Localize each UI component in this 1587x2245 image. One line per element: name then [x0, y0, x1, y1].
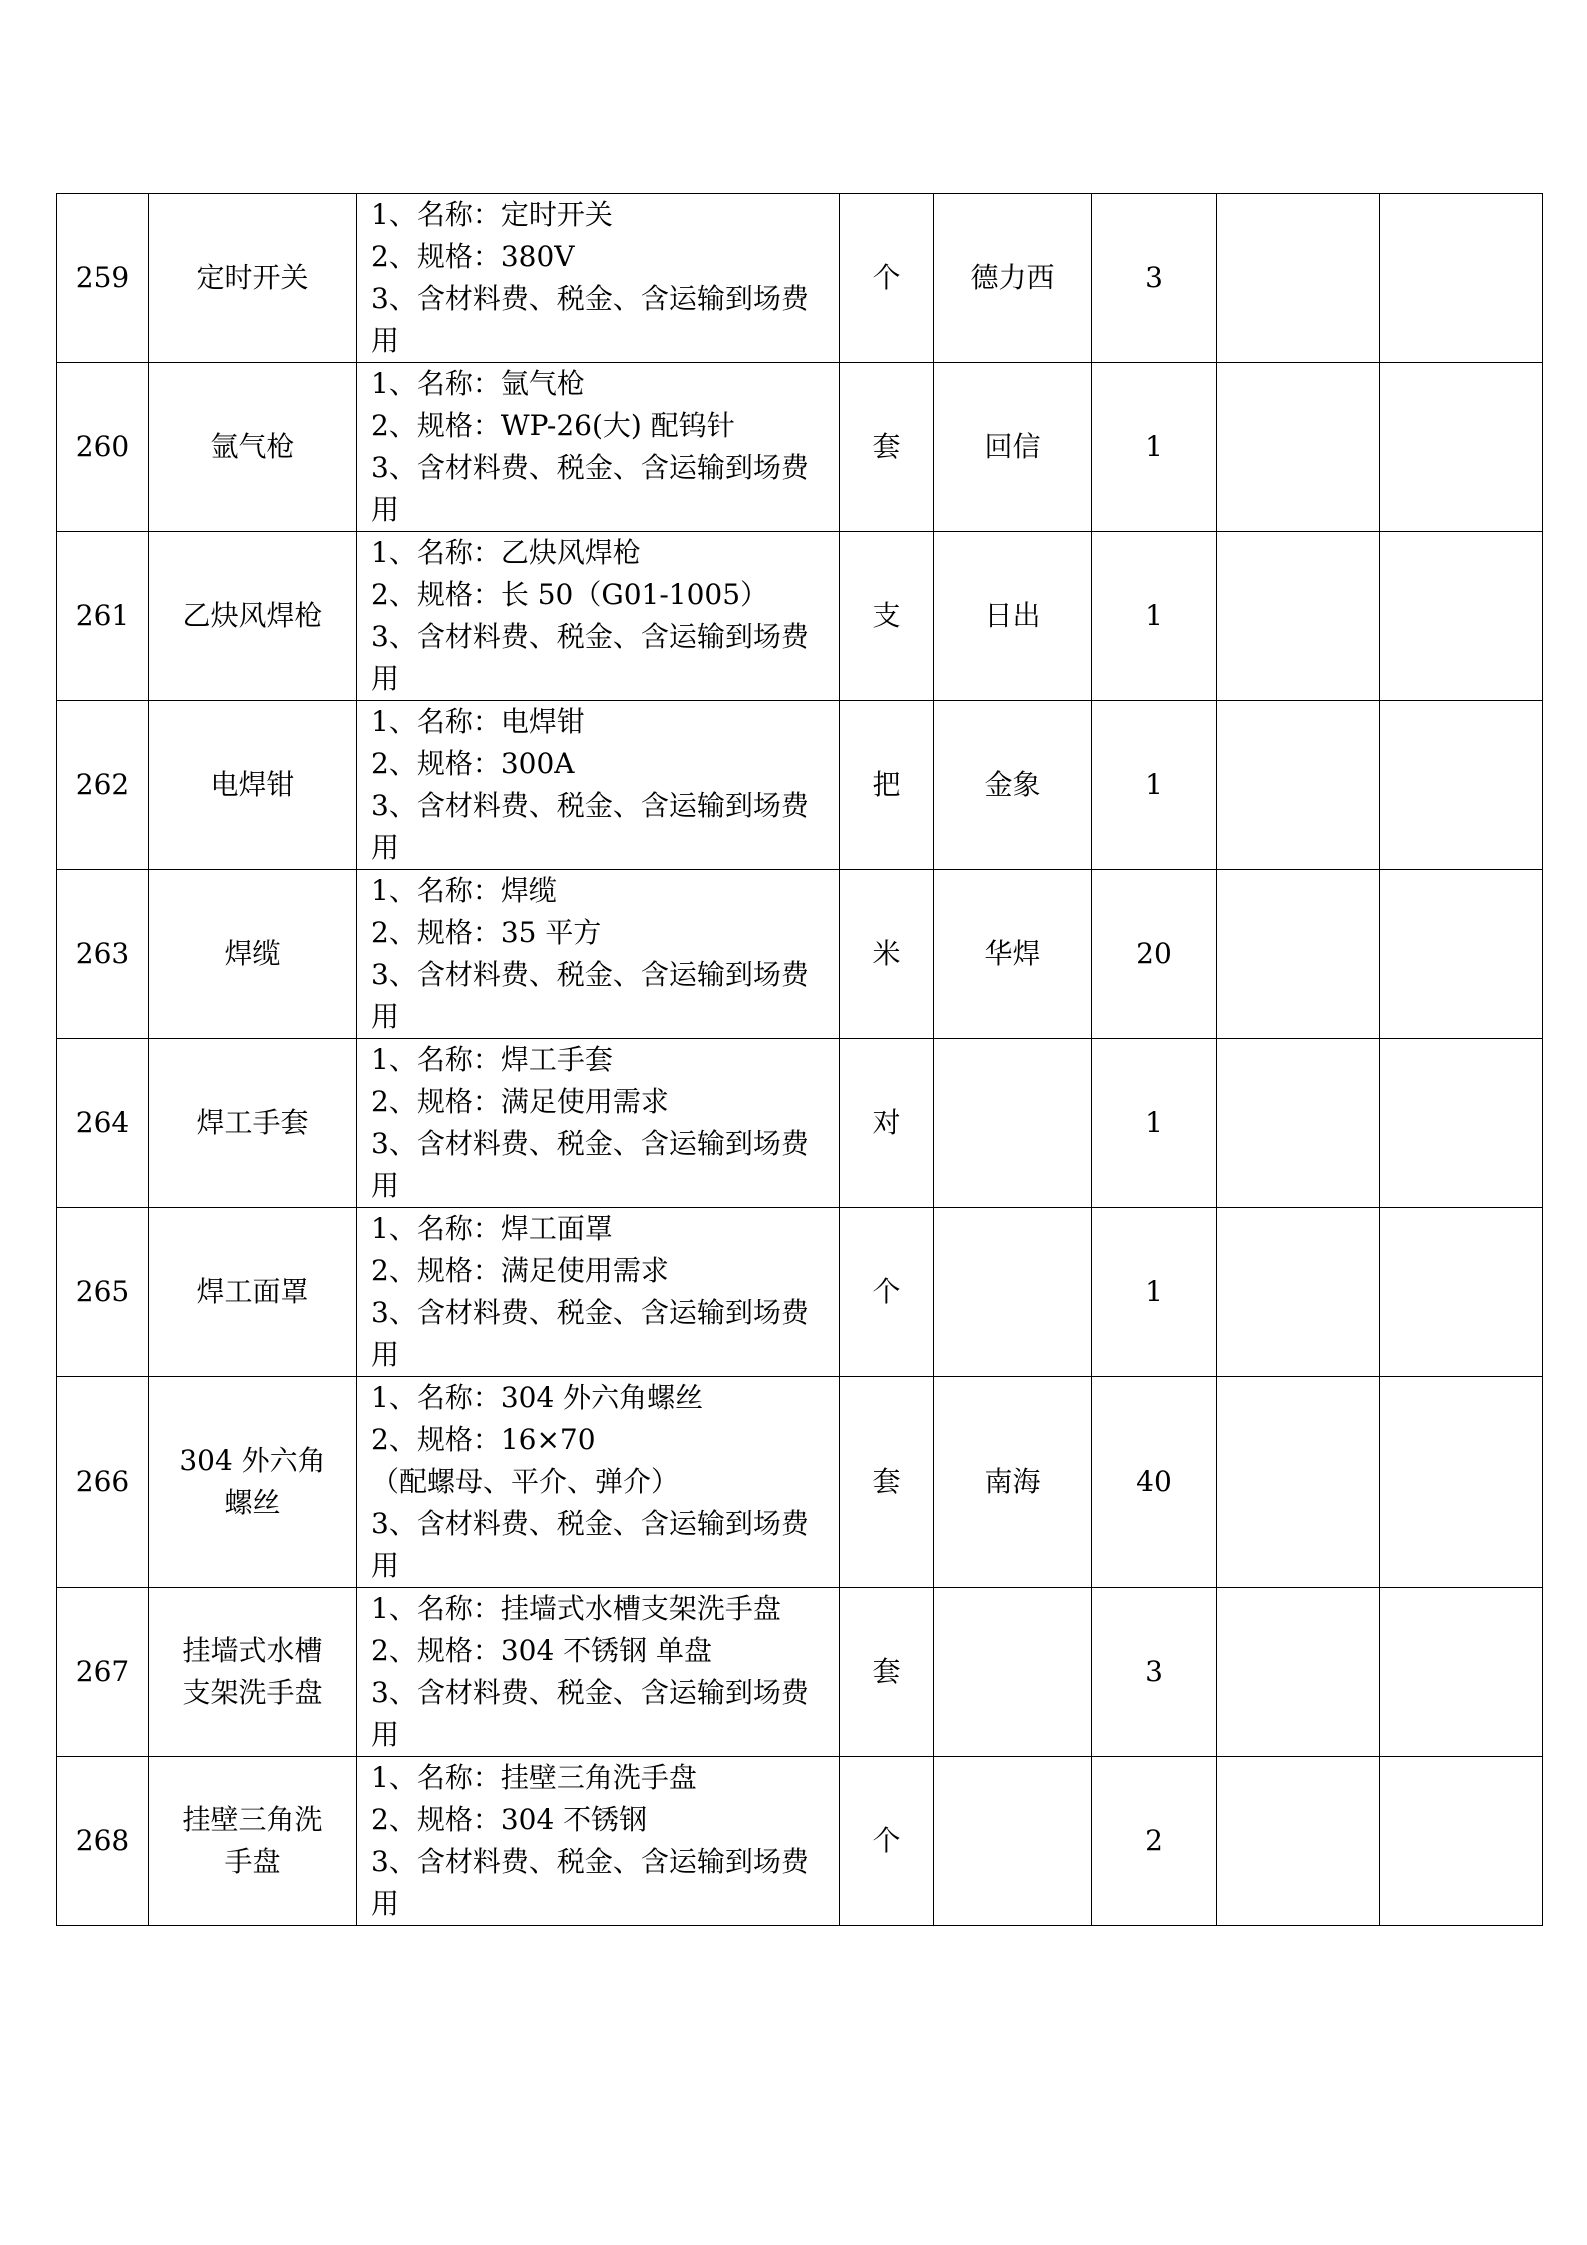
empty-cell	[1217, 1377, 1380, 1588]
empty-cell	[1380, 532, 1543, 701]
item-unit: 个	[840, 194, 934, 363]
item-quantity: 1	[1092, 1039, 1217, 1208]
item-unit: 套	[840, 1377, 934, 1588]
empty-cell	[1217, 1039, 1380, 1208]
item-number: 268	[57, 1757, 149, 1926]
table-row	[57, 701, 1543, 870]
empty-cell	[1217, 194, 1380, 363]
item-name-line: 焊工面罩	[196, 1275, 309, 1308]
table-row	[57, 1377, 1543, 1588]
item-name-line: 304 外六角	[179, 1444, 326, 1477]
table-body	[57, 194, 1543, 1926]
item-description	[357, 363, 840, 532]
description-line: 用	[371, 493, 400, 526]
empty-cell	[1217, 701, 1380, 870]
description-line: 3、含材料费、税金、含运输到场费	[371, 789, 809, 822]
description-line: 3、含材料费、税金、含运输到场费	[371, 620, 809, 653]
item-unit: 把	[840, 701, 934, 870]
item-name-line: 挂墙式水槽	[182, 1634, 323, 1667]
item-number: 259	[57, 194, 149, 363]
description-line: 3、含材料费、税金、含运输到场费	[371, 1676, 809, 1709]
description-line: 1、名称：乙炔风焊枪	[371, 536, 641, 569]
item-quantity: 1	[1092, 363, 1217, 532]
description-line: 1、名称：氩气枪	[371, 367, 585, 400]
item-unit: 米	[840, 870, 934, 1039]
item-description	[357, 532, 840, 701]
table-row	[57, 1757, 1543, 1926]
empty-cell	[1217, 1757, 1380, 1926]
description-line: 用	[371, 1549, 400, 1582]
item-quantity: 3	[1092, 194, 1217, 363]
item-name-line: 焊缆	[224, 937, 281, 970]
description-line: 3、含材料费、税金、含运输到场费	[371, 1296, 809, 1329]
description-line: 2、规格：35 平方	[371, 916, 602, 949]
description-line: 2、规格：长 50（G01-1005）	[371, 578, 769, 611]
description-line: 2、规格：304 不锈钢	[371, 1803, 648, 1836]
item-brand: 南海	[934, 1377, 1092, 1588]
table-row	[57, 1208, 1543, 1377]
item-unit: 套	[840, 363, 934, 532]
item-brand	[934, 1039, 1092, 1208]
description-line: 1、名称：焊缆	[371, 874, 557, 907]
item-name-line: 乙炔风焊枪	[182, 599, 323, 632]
item-unit: 对	[840, 1039, 934, 1208]
description-line: 3、含材料费、税金、含运输到场费	[371, 282, 809, 315]
description-line: 3、含材料费、税金、含运输到场费	[371, 1127, 809, 1160]
empty-cell	[1380, 363, 1543, 532]
item-unit: 个	[840, 1208, 934, 1377]
description-line: （配螺母、平介、弹介）	[371, 1465, 680, 1498]
description-line: 3、含材料费、税金、含运输到场费	[371, 451, 809, 484]
item-name-line: 电焊钳	[210, 768, 295, 801]
item-name-line: 挂壁三角洗	[182, 1803, 323, 1836]
description-line: 1、名称：挂壁三角洗手盘	[371, 1761, 697, 1794]
description-line: 用	[371, 831, 400, 864]
description-line: 3、含材料费、税金、含运输到场费	[371, 1845, 809, 1878]
item-number: 262	[57, 701, 149, 870]
empty-cell	[1380, 870, 1543, 1039]
empty-cell	[1217, 1588, 1380, 1757]
item-name	[149, 870, 357, 1039]
description-line: 2、规格：满足使用需求	[371, 1085, 669, 1118]
item-number: 266	[57, 1377, 149, 1588]
item-quantity: 40	[1092, 1377, 1217, 1588]
description-line: 2、规格：WP-26(大) 配钨针	[371, 409, 735, 442]
item-number: 267	[57, 1588, 149, 1757]
description-line: 2、规格：380V	[371, 240, 575, 273]
item-brand: 德力西	[934, 194, 1092, 363]
item-name	[149, 194, 357, 363]
item-quantity: 1	[1092, 532, 1217, 701]
empty-cell	[1380, 1208, 1543, 1377]
description-line: 1、名称：304 外六角螺丝	[371, 1381, 704, 1414]
table-row	[57, 532, 1543, 701]
description-line: 1、名称：焊工手套	[371, 1043, 613, 1076]
empty-cell	[1217, 532, 1380, 701]
item-name	[149, 1757, 357, 1926]
description-line: 1、名称：挂墙式水槽支架洗手盘	[371, 1592, 781, 1625]
item-number: 263	[57, 870, 149, 1039]
item-name-line: 定时开关	[196, 261, 309, 294]
item-brand: 华焊	[934, 870, 1092, 1039]
item-description	[357, 870, 840, 1039]
table-row	[57, 870, 1543, 1039]
description-line: 2、规格：300A	[371, 747, 575, 780]
table-row	[57, 1588, 1543, 1757]
empty-cell	[1380, 1757, 1543, 1926]
item-name-line: 氩气枪	[210, 430, 295, 463]
item-description	[357, 1588, 840, 1757]
empty-cell	[1380, 1039, 1543, 1208]
empty-cell	[1380, 194, 1543, 363]
item-quantity: 1	[1092, 1208, 1217, 1377]
item-name-line: 焊工手套	[196, 1106, 309, 1139]
description-line: 用	[371, 1338, 400, 1371]
item-table	[56, 193, 1543, 1926]
item-brand	[934, 1757, 1092, 1926]
item-name	[149, 1208, 357, 1377]
item-description	[357, 1208, 840, 1377]
description-line: 用	[371, 324, 400, 357]
item-unit: 套	[840, 1588, 934, 1757]
item-quantity: 20	[1092, 870, 1217, 1039]
item-name	[149, 1588, 357, 1757]
item-name	[149, 363, 357, 532]
table-row	[57, 363, 1543, 532]
empty-cell	[1217, 1208, 1380, 1377]
item-number: 260	[57, 363, 149, 532]
item-name	[149, 532, 357, 701]
item-brand: 回信	[934, 363, 1092, 532]
item-name	[149, 1377, 357, 1588]
description-line: 用	[371, 1169, 400, 1202]
item-description	[357, 701, 840, 870]
item-brand	[934, 1208, 1092, 1377]
description-line: 2、规格：304 不锈钢 单盘	[371, 1634, 713, 1667]
item-quantity: 3	[1092, 1588, 1217, 1757]
table-row	[57, 1039, 1543, 1208]
description-line: 用	[371, 1887, 400, 1920]
item-name	[149, 1039, 357, 1208]
item-brand	[934, 1588, 1092, 1757]
item-unit: 个	[840, 1757, 934, 1926]
item-quantity: 2	[1092, 1757, 1217, 1926]
item-name-line: 支架洗手盘	[182, 1676, 323, 1709]
empty-cell	[1217, 870, 1380, 1039]
description-line: 2、规格：16×70	[371, 1423, 596, 1456]
item-name-line: 手盘	[224, 1845, 281, 1878]
item-number: 264	[57, 1039, 149, 1208]
empty-cell	[1380, 1377, 1543, 1588]
description-line: 1、名称：焊工面罩	[371, 1212, 613, 1245]
item-unit: 支	[840, 532, 934, 701]
item-number: 261	[57, 532, 149, 701]
item-name	[149, 701, 357, 870]
empty-cell	[1380, 1588, 1543, 1757]
description-line: 用	[371, 1000, 400, 1033]
empty-cell	[1217, 363, 1380, 532]
item-name-line: 螺丝	[224, 1486, 281, 1519]
description-line: 1、名称：电焊钳	[371, 705, 585, 738]
item-brand: 金象	[934, 701, 1092, 870]
description-line: 用	[371, 662, 400, 695]
item-description	[357, 194, 840, 363]
description-line: 1、名称：定时开关	[371, 198, 613, 231]
item-quantity: 1	[1092, 701, 1217, 870]
item-number: 265	[57, 1208, 149, 1377]
item-brand: 日出	[934, 532, 1092, 701]
description-line: 3、含材料费、税金、含运输到场费	[371, 958, 809, 991]
item-description	[357, 1377, 840, 1588]
description-line: 3、含材料费、税金、含运输到场费	[371, 1507, 809, 1540]
empty-cell	[1380, 701, 1543, 870]
table-row	[57, 194, 1543, 363]
description-line: 用	[371, 1718, 400, 1751]
item-description	[357, 1757, 840, 1926]
description-line: 2、规格：满足使用需求	[371, 1254, 669, 1287]
item-description	[357, 1039, 840, 1208]
